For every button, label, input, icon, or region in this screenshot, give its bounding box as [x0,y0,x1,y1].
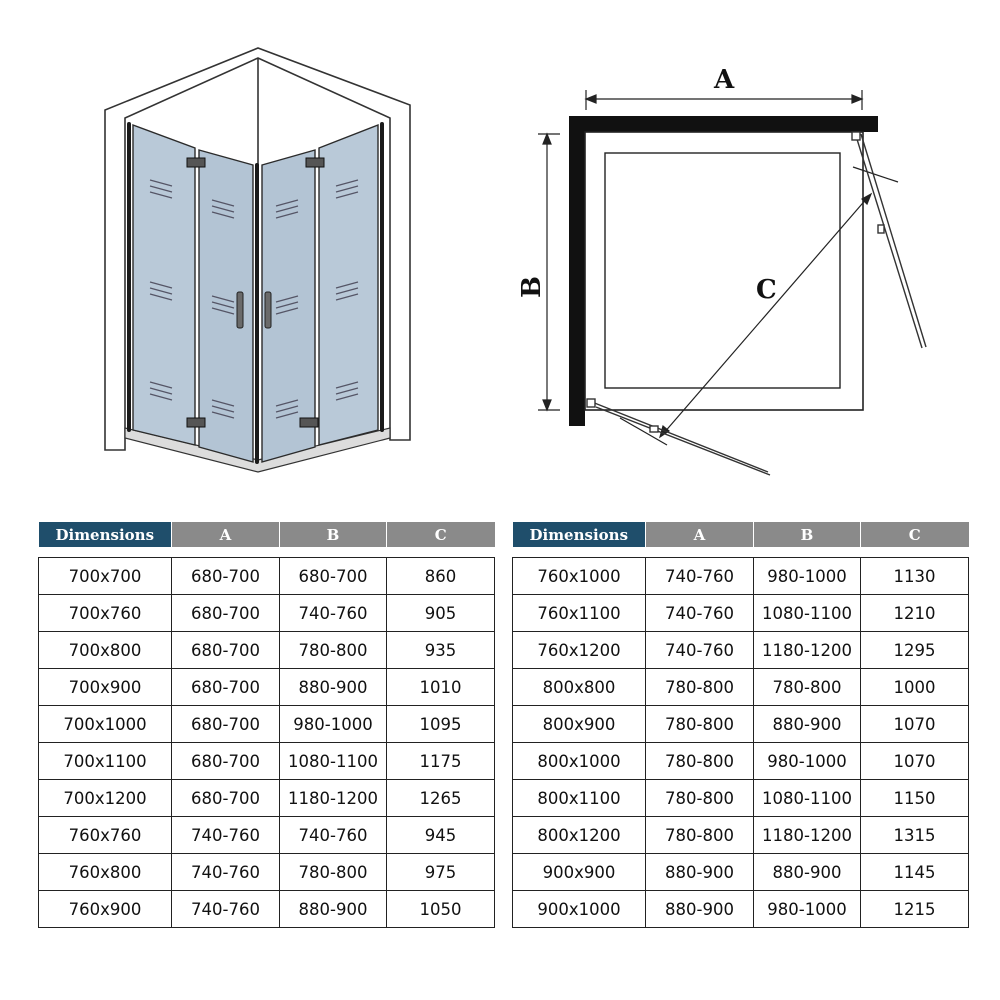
cell-c: 1010 [387,669,495,706]
cell-b: 780-800 [280,632,387,669]
table-header-row [513,522,969,547]
cell-dimensions: 900x1000 [513,891,646,928]
cell-c: 1295 [861,632,969,669]
cell-a: 740-760 [172,817,280,854]
cell-c: 1000 [861,669,969,706]
cell-b: 1080-1100 [280,743,387,780]
cell-dimensions: 760x800 [39,854,172,891]
header-b: B [280,522,387,547]
dimension-b-label: B [517,276,547,298]
table-row [39,632,495,669]
table-row [39,780,495,817]
cell-b: 780-800 [754,669,861,706]
header-b: B [754,522,861,547]
cell-dimensions: 760x1200 [513,632,646,669]
cell-c: 1210 [861,595,969,632]
cell-b: 1180-1200 [280,780,387,817]
table-row [513,632,969,669]
cell-a: 680-700 [172,780,280,817]
cell-c: 1150 [861,780,969,817]
table-row [513,706,969,743]
cell-b: 1080-1100 [754,595,861,632]
cell-b: 980-1000 [754,558,861,595]
cell-dimensions: 700x1000 [39,706,172,743]
cell-dimensions: 800x1100 [513,780,646,817]
header-a: A [172,522,280,547]
tray-outline [585,132,863,410]
cell-a: 740-760 [646,632,754,669]
cell-c: 1130 [861,558,969,595]
table-row [513,891,969,928]
cell-dimensions: 700x700 [39,558,172,595]
table-row [513,595,969,632]
cell-a: 780-800 [646,669,754,706]
wall-profile [569,116,878,426]
door-handles [237,292,271,328]
cell-c: 1050 [387,891,495,928]
cell-a: 780-800 [646,780,754,817]
cell-a: 740-760 [646,595,754,632]
cell-c: 945 [387,817,495,854]
cell-c: 860 [387,558,495,595]
cell-b: 980-1000 [754,743,861,780]
cell-a: 680-700 [172,595,280,632]
cell-b: 1080-1100 [754,780,861,817]
cell-b: 740-760 [280,817,387,854]
cell-b: 980-1000 [754,891,861,928]
cell-dimensions: 700x1100 [39,743,172,780]
header-a: A [646,522,754,547]
cell-c: 1070 [861,706,969,743]
table-row [39,558,495,595]
cell-dimensions: 760x1100 [513,595,646,632]
table-row [39,743,495,780]
cell-c: 1315 [861,817,969,854]
cell-dimensions: 800x800 [513,669,646,706]
cell-b: 740-760 [280,595,387,632]
cell-dimensions: 900x900 [513,854,646,891]
cell-c: 1070 [861,743,969,780]
table-row [513,780,969,817]
table-row [513,558,969,595]
shower-enclosure-illustration [90,45,430,490]
cell-dimensions: 760x900 [39,891,172,928]
cell-b: 880-900 [280,891,387,928]
cell-b: 680-700 [280,558,387,595]
table-row [39,817,495,854]
table-row [39,854,495,891]
cell-a: 680-700 [172,706,280,743]
table-row [39,706,495,743]
header-c: C [387,522,495,547]
cell-a: 780-800 [646,743,754,780]
dimensions-table-right [512,522,969,928]
table-row [39,891,495,928]
dimension-c-line [620,167,898,445]
cell-b: 980-1000 [280,706,387,743]
cell-c: 1145 [861,854,969,891]
dimension-b-line [538,134,560,410]
dimensions-table-left [38,522,495,928]
header-dimensions: Dimensions [513,522,646,547]
cell-a: 880-900 [646,891,754,928]
cell-dimensions: 760x1000 [513,558,646,595]
cell-c: 1175 [387,743,495,780]
cell-dimensions: 760x760 [39,817,172,854]
cell-b: 1180-1200 [754,817,861,854]
cell-a: 740-760 [646,558,754,595]
cell-b: 880-900 [754,854,861,891]
cell-b: 880-900 [754,706,861,743]
cell-dimensions: 800x900 [513,706,646,743]
cell-dimensions: 700x760 [39,595,172,632]
cell-a: 680-700 [172,743,280,780]
cell-a: 780-800 [646,706,754,743]
table-row [513,669,969,706]
cell-a: 780-800 [646,817,754,854]
cell-b: 1180-1200 [754,632,861,669]
table-row [513,817,969,854]
cell-dimensions: 800x1000 [513,743,646,780]
cell-a: 680-700 [172,632,280,669]
cell-b: 780-800 [280,854,387,891]
cell-a: 680-700 [172,669,280,706]
table-row [513,854,969,891]
dimension-c-label: C [756,275,777,305]
cell-a: 680-700 [172,558,280,595]
cell-dimensions: 800x1200 [513,817,646,854]
table-row [39,669,495,706]
cell-b: 880-900 [280,669,387,706]
table-row [513,743,969,780]
dimension-a-label: A [714,65,735,95]
plan-view-diagram [505,55,945,485]
cell-c: 975 [387,854,495,891]
cell-c: 905 [387,595,495,632]
cell-c: 1215 [861,891,969,928]
cell-a: 880-900 [646,854,754,891]
header-dimensions: Dimensions [39,522,172,547]
cell-dimensions: 700x900 [39,669,172,706]
table-header-row [39,522,495,547]
table-row [39,595,495,632]
cell-dimensions: 700x1200 [39,780,172,817]
cell-dimensions: 700x800 [39,632,172,669]
cell-c: 1095 [387,706,495,743]
cell-a: 740-760 [172,854,280,891]
cell-c: 935 [387,632,495,669]
header-c: C [861,522,969,547]
left-glass-panels [133,125,253,462]
cell-c: 1265 [387,780,495,817]
cell-a: 740-760 [172,891,280,928]
